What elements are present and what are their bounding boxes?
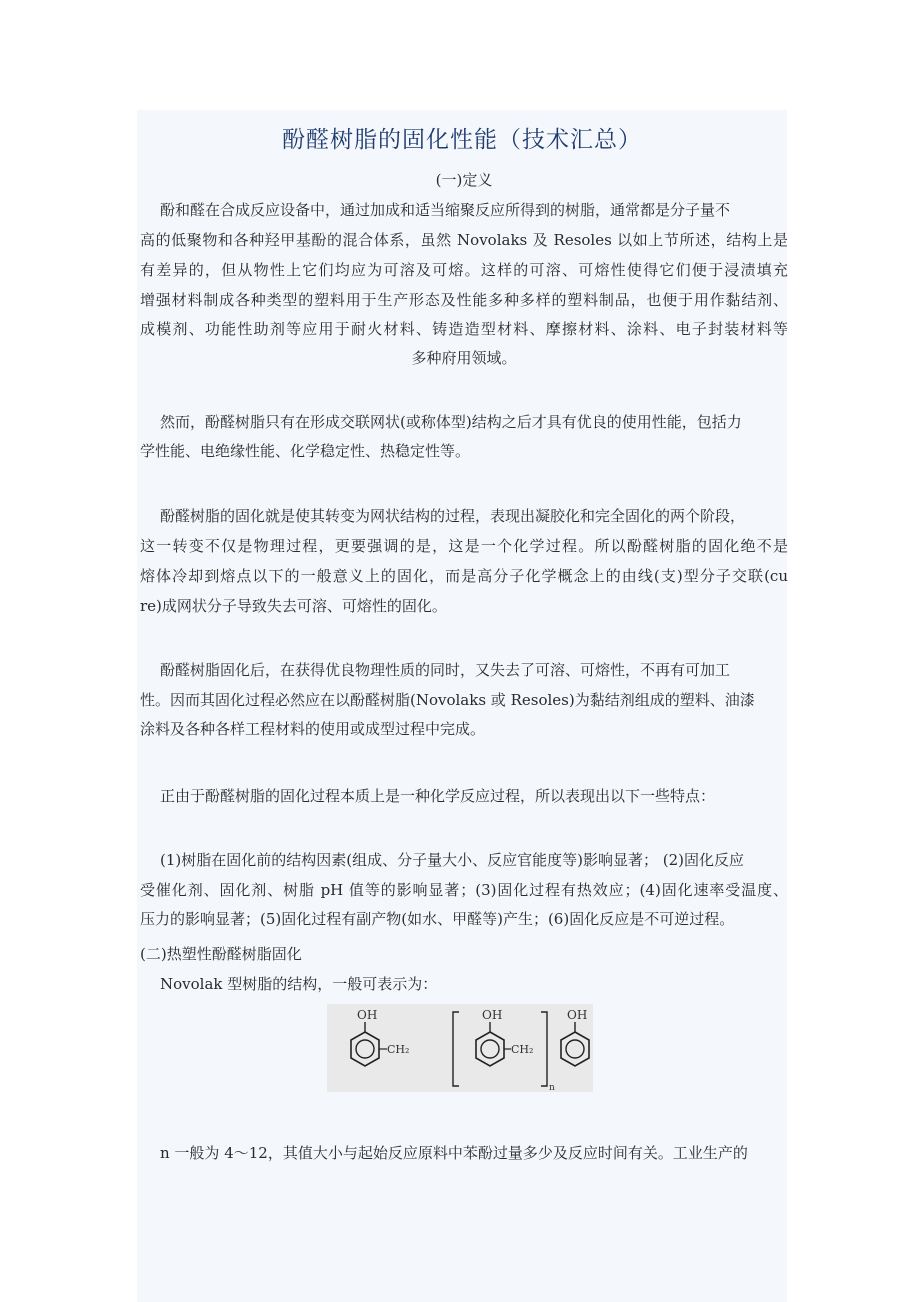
section-heading-definition: (一)定义 [435,171,493,189]
paragraph-line: 有差异的，但从物性上它们均应为可溶及可熔。这样的可溶、可熔性使得它们便于浸渍填充 [140,261,788,279]
repeat-subscript: n [549,1083,555,1092]
paragraph-line: 受催化剂、固化剂、树脂 pH 值等的影响显著；(3)固化过程有热效应；(4)固化速率受温度、 [140,881,788,899]
oh-label: OH [357,1008,378,1022]
oh-label: OH [567,1008,588,1022]
paragraph-line: 酚醛树脂固化后，在获得优良物理性质的同时，又失去了可溶、可熔性，不再有可加工 [160,661,731,679]
paragraph-line: 酚和醛在合成反应设备中，通过加成和适当缩聚反应所得到的树脂，通常都是分子量不 [160,201,731,219]
paragraph-line: 酚醛树脂的固化就是使其转变为网状结构的过程，表现出凝胶化和完全固化的两个阶段， [160,507,746,525]
paragraph-line: 学性能、电绝缘性能、化学稳定性、热稳定性等。 [140,442,471,460]
paragraph-line: 正由于酚醛树脂的固化过程本质上是一种化学反应过程，所以表现出以下一些特点： [160,787,716,805]
ch2-label: CH₂ [387,1043,410,1056]
paragraph-line: 成模剂、功能性助剂等应用于耐火材料、铸造造型材料、摩擦材料、涂料、电子封装材料等 [140,320,788,338]
paragraph-line: re)成网状分子导致失去可溶、可熔性的固化。 [140,597,447,615]
paragraph-line: 涂料及各种各样工程材料的使用或成型过程中完成。 [140,720,486,738]
document-title: 酚醛树脂的固化性能（技术汇总） [282,127,642,153]
paragraph-line: 然而，酚醛树脂只有在形成交联网状(或称体型)结构之后才具有优良的使用性能，包括力 [160,413,742,431]
paragraph-line: Novolak 型树脂的结构，一般可表示为： [160,975,438,993]
ch2-label: CH₂ [511,1043,534,1056]
paragraph-line: 性。因而其固化过程必然应在以酚醛树脂(Novolaks 或 Resoles)为黏结剂组成的塑料、油漆 [140,691,755,709]
paragraph-line: 多种府用领域。 [411,349,517,367]
oh-label: OH [482,1008,503,1022]
paragraph-line: n 一般为 4～12，其值大小与起始反应原料中苯酚过量多少及反应时间有关。工业生产的 [160,1144,748,1162]
paragraph-line: 增强材料制成各种类型的塑料用于生产形态及性能多种多样的塑料制品，也便于用作黏结剂、 [140,291,788,309]
paragraph-line: 高的低聚物和各种羟甲基酚的混合体系，虽然 Novolaks 及 Resoles 以如上节所述，结构上是 [140,231,788,249]
paragraph-line: (1)树脂在固化前的结构因素(组成、分子量大小、反应官能度等)影响显著； (2)固化反应 [160,851,744,869]
section-heading-thermoplastic: (二)热塑性酚醛树脂固化 [140,945,302,963]
novolak-structure-image [327,1004,593,1092]
paragraph-line: 压力的影响显著；(5)固化过程有副产物(如水、甲醛等)产生；(6)固化反应是不可逆过程。 [140,910,735,928]
paragraph-line: 熔体冷却到熔点以下的一般意义上的固化，而是高分子化学概念上的由线(支)型分子交联(cu [140,567,788,585]
paragraph-line: 这一转变不仅是物理过程，更要强调的是，这是一个化学过程。所以酚醛树脂的固化绝不是 [140,537,788,555]
novolak-structure-diagram [327,1004,593,1092]
